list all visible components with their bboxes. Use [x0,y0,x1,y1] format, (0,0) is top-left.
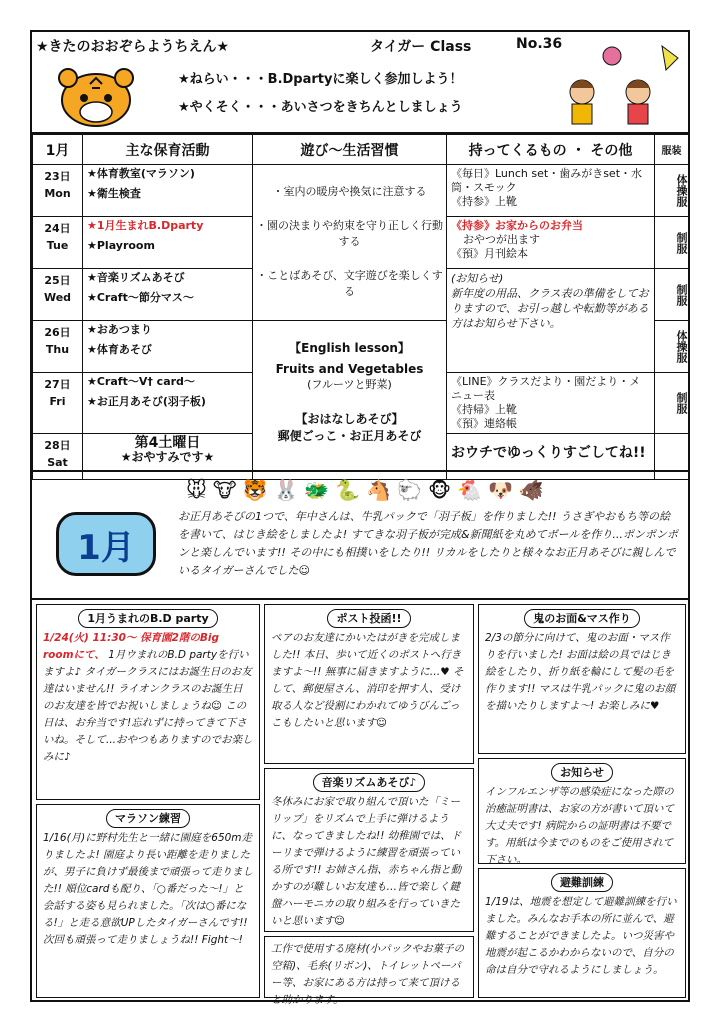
promise-line: ★やくそく・・・あいさつをきちんとしましょう [178,100,463,115]
play-header: 遊び～生活習慣 [253,135,447,165]
activity-cell: 第4土曜日 ★おやすみです★ [83,434,253,480]
drill-body: 1/19は、地震を想定して避難訓練を行いました。みんなお手本の所に並んで、避難することができましたよ。いつ災害や地震が起こるかわからないので、自分の命は自分で守れるようにしましょう。 [485,896,677,976]
notice-cell: (お知らせ) 新年度の用品、クラス表の準備をしておりますので、お引っ越しや転勤等がある方はお知らせ下さい。 [447,269,655,373]
story-text: 郵便ごっこ・お正月あそび [277,429,422,443]
bd-party-date: 1/24(火) 11:30～ 保育園2階のBig roomにて、 [43,632,220,661]
rhythm-body: 冬休みにお家で取り組んで頂いた「ミーリップ」をリズムで上手に弾けるように、なってきましたね!! 幼稚園では、ドーリまで弾けるように練習を頑張っている所です!! お姉さん指、赤ちゃん指と動かすのが難しいお友達も…皆で楽しく鍵盤ハーモニカの取り組みを行っていきたいと思います☺ [271,796,462,927]
uniform-cell: 制服 [655,217,689,269]
tiger-illustration [56,66,136,128]
date-cell: 24日 Tue [33,217,83,269]
rhythm-title: 音楽リズムあそび♪ [313,773,426,792]
craft-materials-box [264,936,474,1006]
date-cell: 26日 Thu [33,321,83,373]
january-badge: 1月 [56,512,156,576]
habit-1: ・室内の暖房や換気に注意する [272,185,427,198]
activity-cell: ★1月生まれB.Dparty ★Playroom [83,217,253,269]
english-topic: Fruits and Vegetables [275,362,424,376]
date-cell: 27日 Fri [33,373,83,434]
tiger-icon: 🐯 [242,478,268,502]
habit-2: ・園の決まりや約束を守り正しく行動する [256,219,443,248]
date-cell: 28日 Sat [33,434,83,480]
marathon-title: マラソン練習 [106,809,190,828]
dog-icon: 🐶 [488,478,513,502]
newsletter-page [30,30,690,1006]
story-title: 【おはなしあそび】 [295,412,404,426]
uniform-cell: 体操服 [655,165,689,217]
activity-cell: ★おあつまり ★体育あそび [83,321,253,373]
cow-icon: 🐮 [212,478,237,502]
activity-cell: ★体育教室(マラソン) ★衛生検査 [83,165,253,217]
english-title: 【English lesson】 [289,341,410,355]
marathon-box [36,804,260,998]
uniform-cell: 体操服 [655,321,689,373]
bring-cell: 《毎日》Lunch set・歯みがきset・水筒・スモック 《持参》上靴 [447,165,655,217]
play-cell-bottom [253,321,447,480]
issue-number: No.36 [516,36,563,52]
craft-materials-body: 工作で使用する廃材(小パックやお菓子の空箱)、毛糸(リボン)、トイレットペーパー等、お家にある方は持って来て頂けると助かります。 [271,943,465,1006]
zodiac-animals [186,478,544,502]
rhythm-box [264,768,474,932]
january-text: お正月あそびの1つで、年中さんは、牛乳パックで「羽子板」を作りました!! うさぎやおもち等の絵を書いて、はじき絵をしましたよ! すてきな羽子板が完成&新聞紙を丸めてボールを作り...ポンポンポンと楽しんでいます!! その中にも相撲いをしたり!! リカルをしたりと様々なお正月あそびに親しんでいるタイガーさんでした☺ [178,510,678,577]
snake-icon: 🐍 [335,478,361,502]
header [32,32,688,134]
marathon-body: 1/16(月)に野村先生と一緒に園庭を650m走りましたよ! 園庭より長い距離を走りましたが、男子に負けず最後まで頑張って走りました!! 順位cardも配り、「○番だった～!」と会話する姿も見られました。「次は○番になる!」と走る意欲UPしたタイガーさんです!! 次回も頑張って走りましょうね!! Fight～! [43,832,253,946]
class-name: タイガー Class [370,39,472,55]
notice-body: インフルエンザ等の感染症になった際の治癒証明書は、お家の方が書いて頂いて大丈夫です! 病院からの証明書は不要です。用紙は今までのものをご使用されて下さい。 [485,786,674,866]
date-cell: 23日 Mon [33,165,83,217]
schedule-table [32,134,689,480]
oni-body: 2/3の節分に向けて、鬼のお面・マス作りを行いました! お面は絵の具ではじき絵をしたり、折り紙を輪にして髪の毛を作ります!! マスは牛乳パックに鬼のお顔を描いたりしますよ～! お楽しみに♥ [485,632,676,712]
children-illustration [552,42,682,130]
bd-party-box [36,604,260,800]
bring-header: 持ってくるもの ・ その他 [447,135,655,165]
drill-title: 避難訓練 [551,873,613,892]
mouse-icon: 🐭 [186,478,207,502]
sheep-icon: 🐑 [397,478,422,502]
bring-cell: 《持参》お家からのお弁当 おやつが出ます 《預》月刊絵本 [447,217,655,269]
date-cell: 25日 Wed [33,269,83,321]
activity-cell: ★音楽リズムあそび ★Craft～節分マス～ [83,269,253,321]
notice-box [478,758,686,864]
bd-party-body: 1月ウまれのB.D partyを行いますよ♪ タイガークラスにはお誕生日のお友達はいません!! ライオンクラスのお誕生日のお友達を皆でお祝いしましょうね☺ この日は、お弁当です!忘れずに持ってきて下さいね。そして...おやつもありますのでお楽しみに♪ [43,649,253,763]
bring-cell: 《LINE》クラスだより・園だより・メニュー表 《持帰》上靴 《預》連絡帳 [447,373,655,434]
horse-icon: 🐴 [366,478,392,502]
english-topic-jp: (フルーツと野菜) [307,378,392,391]
uniform-cell: 制服 [655,373,689,434]
monkey-icon: 🐵 [427,478,452,502]
january-section [32,470,688,600]
post-box [264,604,474,764]
habit-3: ・ことばあそび、文字遊びを楽しくする [256,269,443,298]
boar-icon: 🐗 [518,478,544,502]
bring-cell: おウチでゆっくりすごしてね!! [447,434,655,480]
play-cell-top [253,165,447,321]
oni-title: 鬼のお面&マス作り [524,609,640,628]
rooster-icon: 🐔 [457,478,482,502]
uniform-header: 服装 [655,135,689,165]
month-header: 1月 [33,135,83,165]
activity-header: 主な保育活動 [83,135,253,165]
aim-line: ★ねらい・・・B.Dpartyに楽しく参加しよう！ [178,72,463,87]
activity-cell: ★Craft～V† card～ ★お正月あそび(羽子板) [83,373,253,434]
notice-title: お知らせ [551,763,613,782]
post-title: ポスト投函!! [327,609,410,628]
drill-box [478,868,686,998]
dragon-icon: 🐲 [304,478,330,502]
uniform-cell: 制服 [655,269,689,321]
post-body: ペアのお友達にかいたはがきを完成しました!! 本日、歩いて近くのポストへ行きますよ～!! 無事に届きますように…♥ そして、郵便屋さん、消印を押す人、受け取る人など役割にわかれてゆうびんごっこもしたいと思います☺ [271,632,464,729]
bd-party-title: 1月うまれのB.D party [78,609,217,628]
rabbit-icon: 🐰 [273,478,299,502]
school-name: ★きたのおおぞらようちえん★ [36,39,230,55]
oni-box [478,604,686,754]
